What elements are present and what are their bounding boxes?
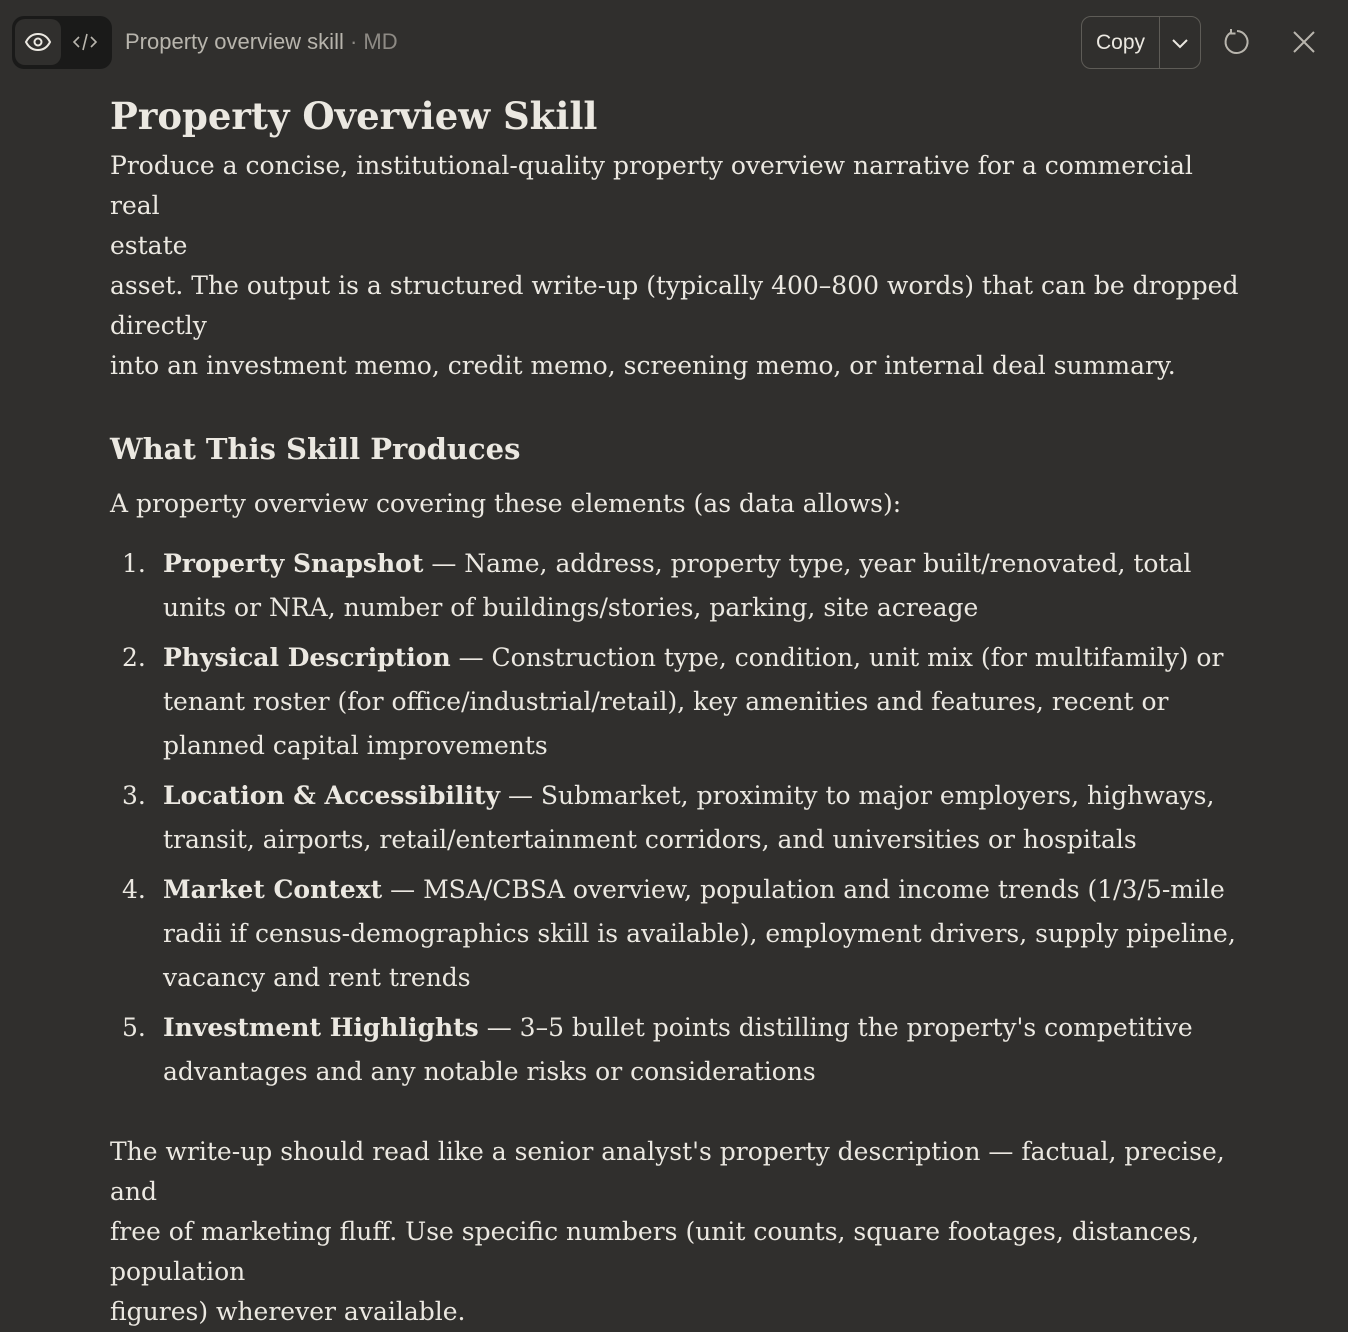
preview-button[interactable] xyxy=(15,19,61,65)
text-line: The write-up should read like a senior analyst's property description — factual, precise, and xyxy=(110,1137,1225,1206)
text-line: population xyxy=(110,1257,246,1286)
item-text: — Construction type, condition, unit mix (for multifamily) or tenant roster (for office/industrial/retail), key amenities and features, recent or planned capital improvements xyxy=(163,643,1224,760)
item-number: 5. xyxy=(122,1013,146,1042)
item-text: — Name, address, property type, year built/renovated, total units or NRA, number of buildings/stories, parking, site acreage xyxy=(163,549,1192,622)
item-number: 1. xyxy=(122,549,146,578)
view-toggle xyxy=(12,16,112,69)
item-number: 3. xyxy=(122,781,146,810)
item-term: Location & Accessibility xyxy=(163,781,500,810)
item-term: Physical Description xyxy=(163,643,451,672)
refresh-icon xyxy=(1222,27,1252,57)
copy-options-button[interactable] xyxy=(1160,17,1200,68)
separator: · xyxy=(349,29,358,54)
text-line: directly xyxy=(110,311,207,340)
file-name xyxy=(125,29,398,55)
top-bar xyxy=(0,0,1348,86)
text-line: into an investment memo, credit memo, screening memo, or internal deal summary. xyxy=(110,351,1176,380)
intro-paragraph xyxy=(110,146,1240,386)
copy-button-group xyxy=(1081,16,1201,69)
file-format: MD xyxy=(363,29,398,54)
text-line: asset. The output is a structured write-up (typically 400–800 words) that can be dropped xyxy=(110,271,1239,300)
document-content xyxy=(110,92,1240,1332)
text-line: free of marketing fluff. Use specific numbers (unit counts, square footages, distances, xyxy=(110,1217,1200,1246)
code-icon xyxy=(71,31,99,53)
file-title: Property overview skill xyxy=(125,29,344,54)
list-item xyxy=(110,774,1240,862)
close-button[interactable] xyxy=(1286,24,1322,60)
close-icon xyxy=(1292,30,1316,54)
list-item xyxy=(110,636,1240,768)
text-line: Produce a concise, institutional-quality property overview narrative for a commercial real xyxy=(110,151,1193,220)
item-term: Market Context xyxy=(163,875,383,904)
list-item xyxy=(110,868,1240,1000)
code-view-button[interactable] xyxy=(62,19,108,65)
refresh-button[interactable] xyxy=(1219,24,1255,60)
closing-paragraph xyxy=(110,1132,1240,1332)
list-item xyxy=(110,1006,1240,1094)
item-number: 2. xyxy=(122,643,146,672)
document-title: Property Overview Skill xyxy=(110,94,598,138)
eye-icon xyxy=(24,32,52,52)
item-number: 4. xyxy=(122,875,146,904)
chevron-down-icon xyxy=(1171,37,1189,49)
item-text: — MSA/CBSA overview, population and income trends (1/3/5-mile radii if census-demographics skill is available), employment drivers, supply pipeline, vacancy and rent trends xyxy=(163,875,1236,992)
section-intro: A property overview covering these elements (as data allows): xyxy=(110,489,902,518)
item-term: Property Snapshot xyxy=(163,549,424,578)
text-line: figures) wherever available. xyxy=(110,1297,466,1326)
item-text: — Submarket, proximity to major employers, highways, transit, airports, retail/entertainment corridors, and universities or hospitals xyxy=(163,781,1215,854)
item-term: Investment Highlights xyxy=(163,1013,479,1042)
list-item xyxy=(110,542,1240,630)
section-heading: What This Skill Produces xyxy=(110,432,521,466)
text-line: estate xyxy=(110,231,188,260)
elements-list xyxy=(110,542,1240,1094)
item-text: — 3–5 bullet points distilling the property's competitive advantages and any notable risks or considerations xyxy=(163,1013,1193,1086)
copy-button[interactable]: Copy xyxy=(1082,17,1160,68)
